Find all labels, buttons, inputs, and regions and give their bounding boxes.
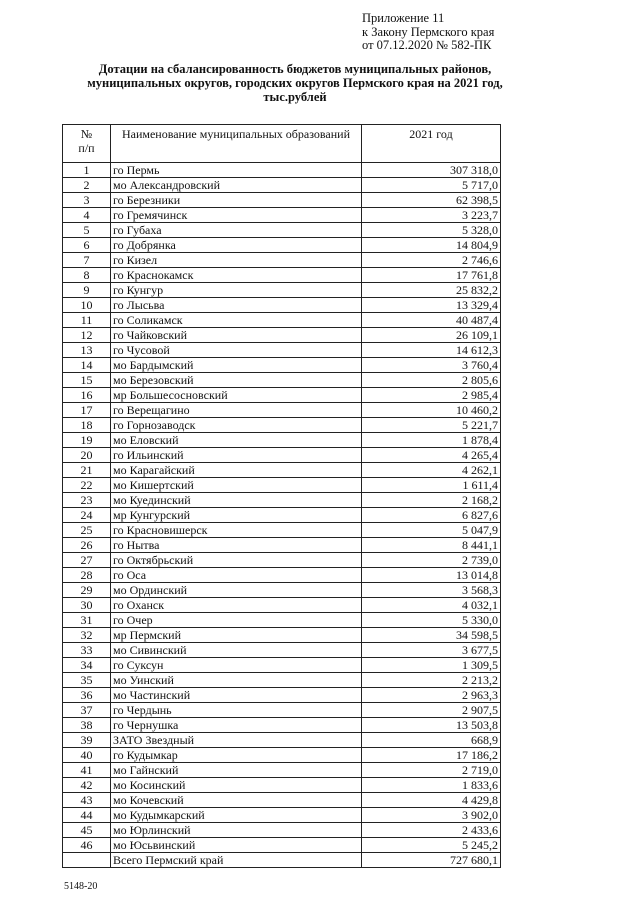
table-row <box>63 358 501 373</box>
subsidy-value: 26 109,1 <box>362 328 501 343</box>
row-number: 16 <box>63 388 111 403</box>
table-row <box>63 748 501 763</box>
municipality-name: го Суксун <box>111 658 362 673</box>
subsidy-value: 3 223,7 <box>362 208 501 223</box>
row-number: 37 <box>63 703 111 718</box>
appendix-header <box>362 12 494 53</box>
total-value: 727 680,1 <box>362 853 501 868</box>
municipality-name: мо Еловский <box>111 433 362 448</box>
appendix-law-date: от 07.12.2020 № 582-ПК <box>362 38 492 52</box>
subsidy-value: 3 677,5 <box>362 643 501 658</box>
table-row <box>63 658 501 673</box>
table-row <box>63 478 501 493</box>
subsidy-value: 307 318,0 <box>362 163 501 178</box>
table-body <box>63 163 501 868</box>
table-row <box>63 808 501 823</box>
subsidy-value: 40 487,4 <box>362 313 501 328</box>
row-number: 29 <box>63 583 111 598</box>
header-number-line-2: п/п <box>78 141 95 155</box>
municipality-name: мр Кунгурский <box>111 508 362 523</box>
row-number: 39 <box>63 733 111 748</box>
subsidy-value: 2 433,6 <box>362 823 501 838</box>
municipality-name: го Октябрьский <box>111 553 362 568</box>
municipality-name: го Оса <box>111 568 362 583</box>
municipality-name: го Пермь <box>111 163 362 178</box>
table-row <box>63 793 501 808</box>
municipality-name: мр Большесосновский <box>111 388 362 403</box>
subsidy-value: 8 441,1 <box>362 538 501 553</box>
row-number: 26 <box>63 538 111 553</box>
table-row <box>63 703 501 718</box>
municipality-name: мо Юрлинский <box>111 823 362 838</box>
municipality-name: мо Юсьвинский <box>111 838 362 853</box>
table-row <box>63 613 501 628</box>
municipality-name: го Кудымкар <box>111 748 362 763</box>
table-row <box>63 718 501 733</box>
row-number: 7 <box>63 253 111 268</box>
municipality-name: го Добрянка <box>111 238 362 253</box>
subsidy-value: 2 963,3 <box>362 688 501 703</box>
row-number: 45 <box>63 823 111 838</box>
municipality-name: го Оханск <box>111 598 362 613</box>
table-row <box>63 778 501 793</box>
subsidy-value: 5 328,0 <box>362 223 501 238</box>
subsidy-value: 2 907,5 <box>362 703 501 718</box>
row-number: 41 <box>63 763 111 778</box>
municipality-name: го Гремячинск <box>111 208 362 223</box>
row-number: 30 <box>63 598 111 613</box>
table-row <box>63 343 501 358</box>
municipality-name: мо Косинский <box>111 778 362 793</box>
municipality-name: мо Ординский <box>111 583 362 598</box>
row-number: 44 <box>63 808 111 823</box>
municipality-name: мо Кочевский <box>111 793 362 808</box>
table-row <box>63 583 501 598</box>
table-row <box>63 733 501 748</box>
municipality-name: го Кизел <box>111 253 362 268</box>
table-row <box>63 238 501 253</box>
table-row <box>63 178 501 193</box>
table-row <box>63 163 501 178</box>
table-row <box>63 823 501 838</box>
table-row <box>63 298 501 313</box>
row-number: 8 <box>63 268 111 283</box>
row-number: 15 <box>63 373 111 388</box>
row-number: 36 <box>63 688 111 703</box>
subsidy-value: 13 329,4 <box>362 298 501 313</box>
table-row <box>63 688 501 703</box>
municipality-name: мо Березовский <box>111 373 362 388</box>
header-municipality-name: Наименование муниципальных образований <box>111 125 362 163</box>
table-row <box>63 508 501 523</box>
row-number: 21 <box>63 463 111 478</box>
table-row <box>63 673 501 688</box>
row-number: 43 <box>63 793 111 808</box>
row-number: 18 <box>63 418 111 433</box>
title-line-2: муниципальных округов, городских округов Пермского края на 2021 год, <box>87 76 503 90</box>
table-row <box>63 223 501 238</box>
row-number: 23 <box>63 493 111 508</box>
table-row <box>63 838 501 853</box>
row-number: 27 <box>63 553 111 568</box>
subsidy-value: 13 014,8 <box>362 568 501 583</box>
subsidy-value: 2 213,2 <box>362 673 501 688</box>
table-row <box>63 373 501 388</box>
table-row <box>63 313 501 328</box>
municipality-name: го Нытва <box>111 538 362 553</box>
row-number: 38 <box>63 718 111 733</box>
table-row <box>63 328 501 343</box>
subsidy-value: 14 804,9 <box>362 238 501 253</box>
subsidy-value: 3 568,3 <box>362 583 501 598</box>
municipality-name: го Очер <box>111 613 362 628</box>
subsidy-value: 2 719,0 <box>362 763 501 778</box>
municipality-name: го Чердынь <box>111 703 362 718</box>
title-line-1: Дотации на сбалансированность бюджетов муниципальных районов, <box>98 62 492 76</box>
row-number: 31 <box>63 613 111 628</box>
row-number: 5 <box>63 223 111 238</box>
subsidy-value: 62 398,5 <box>362 193 501 208</box>
row-number: 17 <box>63 403 111 418</box>
subsidy-value: 6 827,6 <box>362 508 501 523</box>
municipality-name: мо Уинский <box>111 673 362 688</box>
municipality-name: го Краснокамск <box>111 268 362 283</box>
subsidy-value: 4 262,1 <box>362 463 501 478</box>
table-row <box>63 598 501 613</box>
row-number: 4 <box>63 208 111 223</box>
total-label: Всего Пермский край <box>111 853 362 868</box>
municipality-name: мо Кудымкарский <box>111 808 362 823</box>
row-number: 35 <box>63 673 111 688</box>
municipality-name: ЗАТО Звездный <box>111 733 362 748</box>
municipality-name: го Чусовой <box>111 343 362 358</box>
header-year: 2021 год <box>362 125 501 163</box>
subsidy-value: 1 309,5 <box>362 658 501 673</box>
municipality-name: го Березники <box>111 193 362 208</box>
row-number: 10 <box>63 298 111 313</box>
subsidy-value: 3 902,0 <box>362 808 501 823</box>
subsidy-value: 1 878,4 <box>362 433 501 448</box>
municipality-name: го Кунгур <box>111 283 362 298</box>
row-number: 19 <box>63 433 111 448</box>
table-row <box>63 538 501 553</box>
row-number: 46 <box>63 838 111 853</box>
municipality-name: мо Частинский <box>111 688 362 703</box>
municipality-name: мр Пермский <box>111 628 362 643</box>
subsidy-value: 5 245,2 <box>362 838 501 853</box>
subsidy-value: 5 221,7 <box>362 418 501 433</box>
subsidy-value: 17 761,8 <box>362 268 501 283</box>
municipality-name: мо Бардымский <box>111 358 362 373</box>
row-number: 24 <box>63 508 111 523</box>
row-number: 3 <box>63 193 111 208</box>
row-number: 2 <box>63 178 111 193</box>
document-title <box>60 62 530 104</box>
municipality-name: мо Кишертский <box>111 478 362 493</box>
subsidies-table <box>62 124 501 868</box>
subsidy-value: 3 760,4 <box>362 358 501 373</box>
subsidy-value: 1 611,4 <box>362 478 501 493</box>
subsidy-value: 4 429,8 <box>362 793 501 808</box>
subsidy-value: 5 047,9 <box>362 523 501 538</box>
row-number: 9 <box>63 283 111 298</box>
municipality-name: го Лысьва <box>111 298 362 313</box>
row-number: 42 <box>63 778 111 793</box>
table-row <box>63 568 501 583</box>
table-row <box>63 208 501 223</box>
row-number: 12 <box>63 328 111 343</box>
municipality-name: мо Куединский <box>111 493 362 508</box>
row-number: 22 <box>63 478 111 493</box>
table-row <box>63 193 501 208</box>
subsidy-value: 14 612,3 <box>362 343 501 358</box>
table-row <box>63 283 501 298</box>
subsidy-value: 4 265,4 <box>362 448 501 463</box>
row-number: 32 <box>63 628 111 643</box>
row-number: 25 <box>63 523 111 538</box>
row-number: 6 <box>63 238 111 253</box>
table-row <box>63 418 501 433</box>
table-row <box>63 493 501 508</box>
municipality-name: го Красновишерск <box>111 523 362 538</box>
total-row <box>63 853 501 868</box>
table-row <box>63 763 501 778</box>
row-number: 34 <box>63 658 111 673</box>
subsidy-value: 34 598,5 <box>362 628 501 643</box>
row-number: 1 <box>63 163 111 178</box>
municipality-name: го Чайковский <box>111 328 362 343</box>
municipality-name: мо Гайнский <box>111 763 362 778</box>
municipality-name: го Соликамск <box>111 313 362 328</box>
row-number: 20 <box>63 448 111 463</box>
municipality-name: мо Карагайский <box>111 463 362 478</box>
municipality-name: го Ильинский <box>111 448 362 463</box>
table-row <box>63 463 501 478</box>
row-number: 14 <box>63 358 111 373</box>
subsidy-value: 668,9 <box>362 733 501 748</box>
header-number <box>63 125 111 163</box>
row-number: 11 <box>63 313 111 328</box>
title-line-3: тыс.рублей <box>263 90 327 104</box>
row-number: 33 <box>63 643 111 658</box>
table-row <box>63 448 501 463</box>
appendix-number: Приложение 11 <box>362 11 445 25</box>
municipality-name: го Горнозаводск <box>111 418 362 433</box>
table-row <box>63 253 501 268</box>
appendix-law-ref: к Закону Пермского края <box>362 24 495 39</box>
table-header <box>63 125 501 163</box>
subsidy-value: 10 460,2 <box>362 403 501 418</box>
subsidy-value: 2 746,6 <box>362 253 501 268</box>
municipality-name: мо Сивинский <box>111 643 362 658</box>
subsidy-value: 2 805,6 <box>362 373 501 388</box>
subsidy-value: 2 168,2 <box>362 493 501 508</box>
row-number: 40 <box>63 748 111 763</box>
table-row <box>63 388 501 403</box>
subsidy-value: 2 985,4 <box>362 388 501 403</box>
subsidy-value: 5 330,0 <box>362 613 501 628</box>
subsidy-value: 2 739,0 <box>362 553 501 568</box>
subsidy-value: 4 032,1 <box>362 598 501 613</box>
table-row <box>63 643 501 658</box>
subsidy-value: 13 503,8 <box>362 718 501 733</box>
subsidy-value: 1 833,6 <box>362 778 501 793</box>
total-number <box>63 853 111 868</box>
table-row <box>63 628 501 643</box>
table-row <box>63 433 501 448</box>
document-code: 5148-20 <box>64 881 98 892</box>
subsidy-value: 5 717,0 <box>362 178 501 193</box>
subsidy-value: 25 832,2 <box>362 283 501 298</box>
table-row <box>63 268 501 283</box>
table-row <box>63 523 501 538</box>
table-row <box>63 553 501 568</box>
municipality-name: мо Александровский <box>111 178 362 193</box>
subsidy-value: 17 186,2 <box>362 748 501 763</box>
row-number: 28 <box>63 568 111 583</box>
municipality-name: го Губаха <box>111 223 362 238</box>
municipality-name: го Верещагино <box>111 403 362 418</box>
municipality-name: го Чернушка <box>111 718 362 733</box>
row-number: 13 <box>63 343 111 358</box>
table-row <box>63 403 501 418</box>
header-number-line-1: № <box>80 127 93 141</box>
